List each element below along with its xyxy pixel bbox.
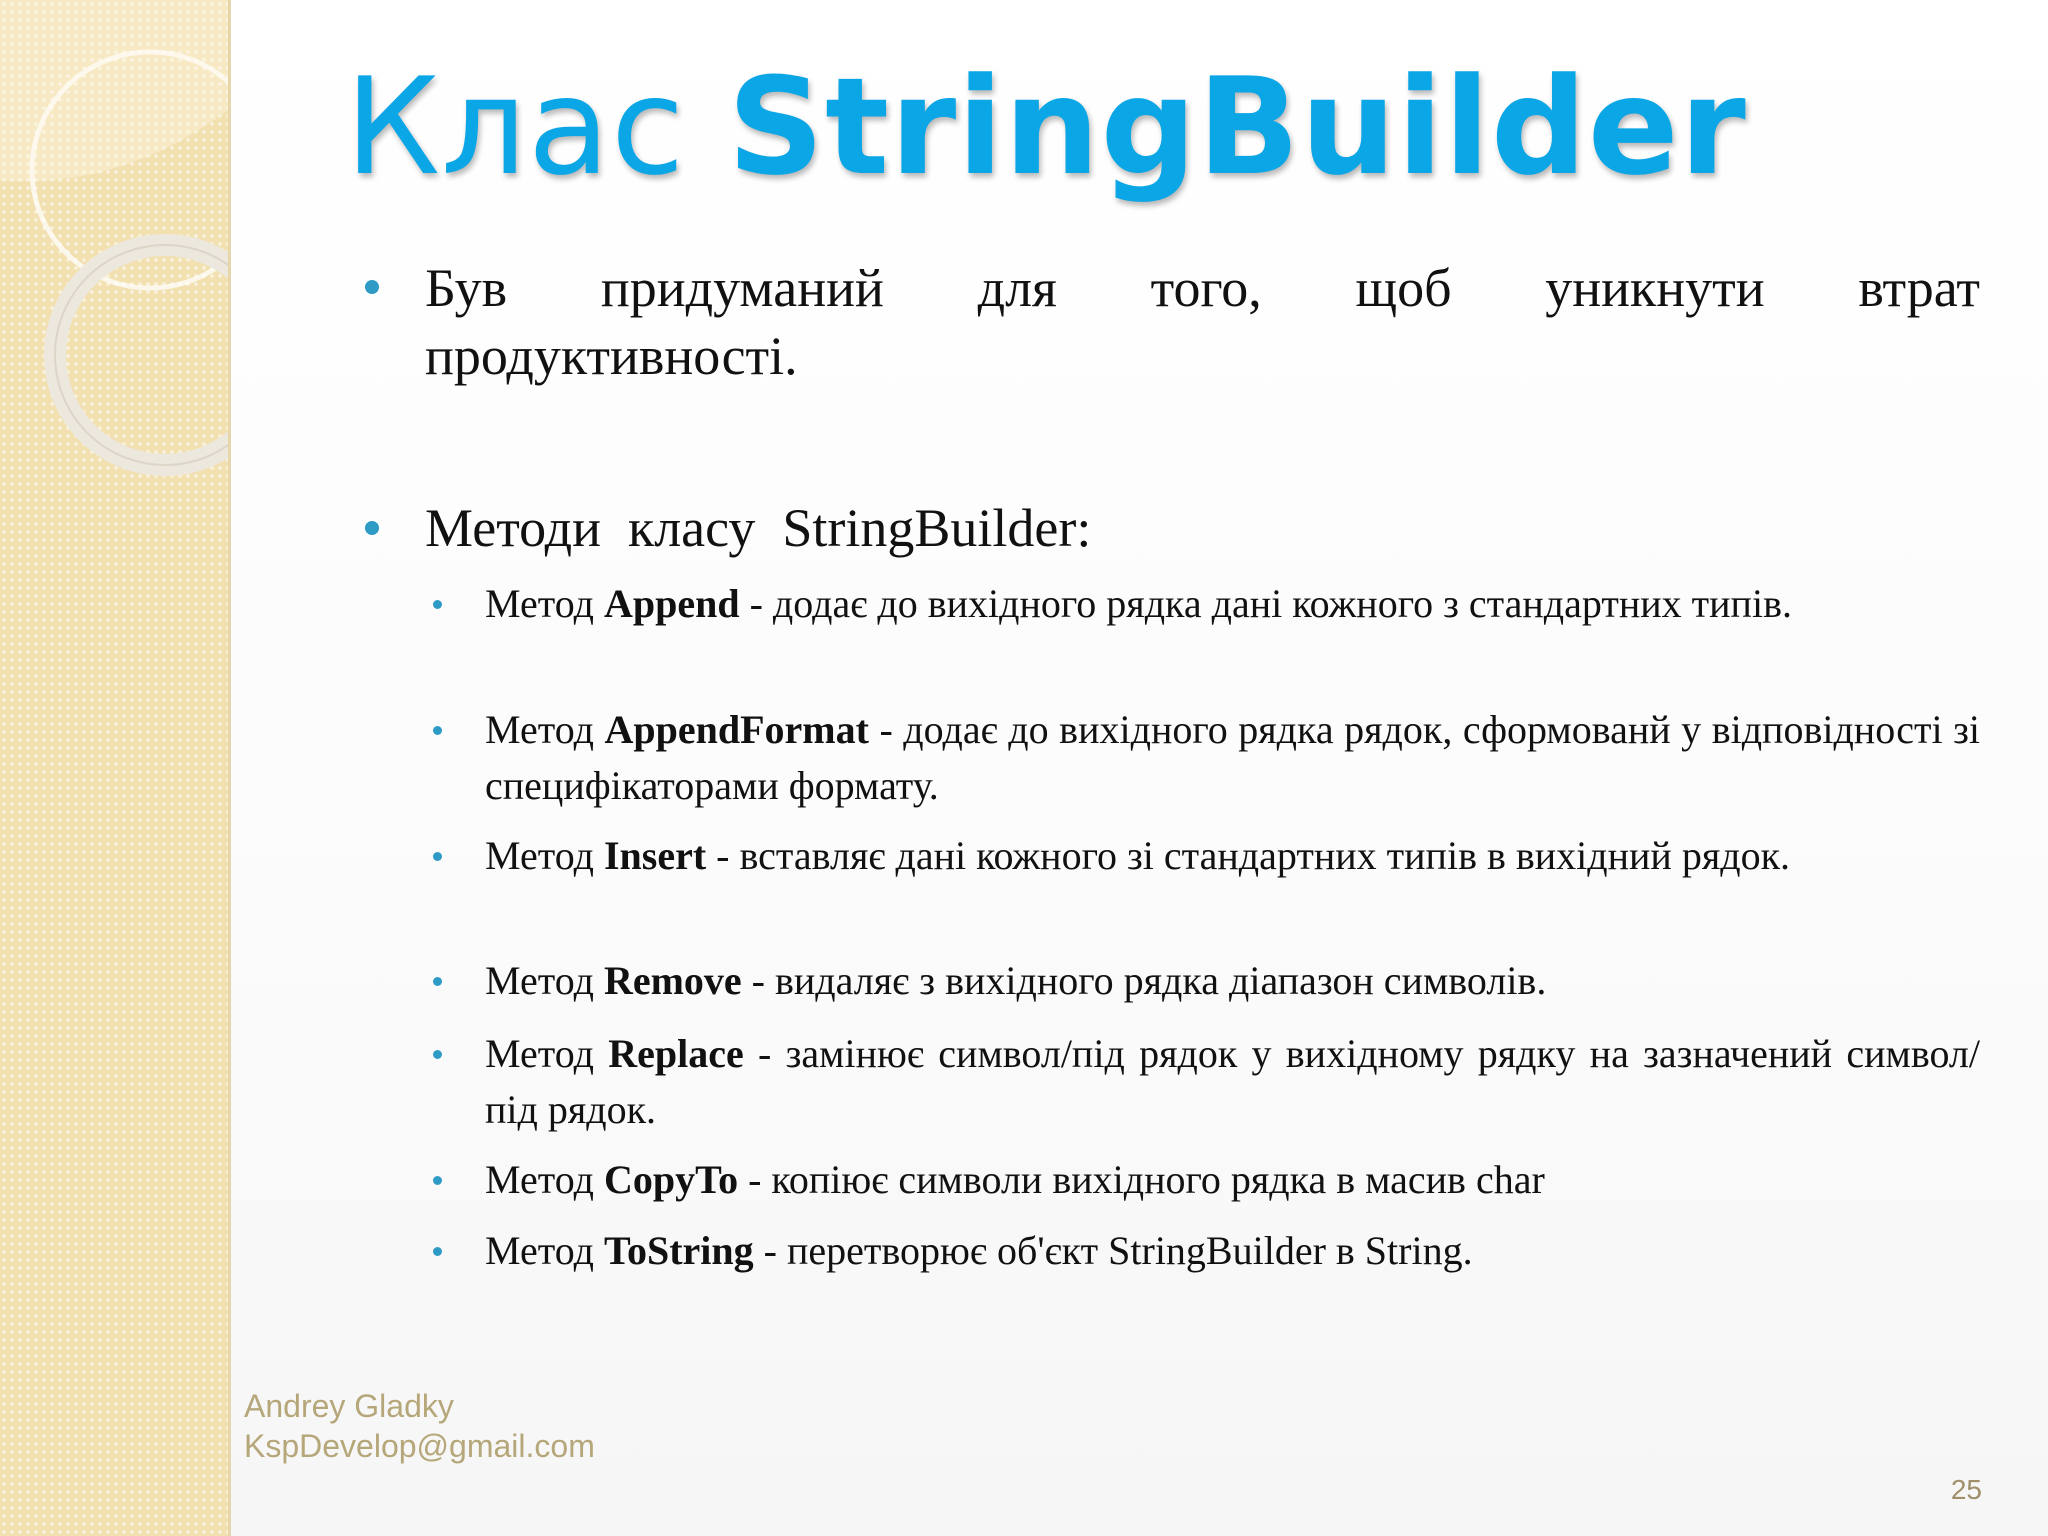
method-prefix: Метод bbox=[485, 958, 604, 1003]
method-prefix: Метод bbox=[485, 1031, 609, 1076]
word: втрат bbox=[1858, 258, 1980, 318]
method-prefix: Метод bbox=[485, 1157, 604, 1202]
method-desc: - видаляє з вихідного рядка діапазон символів. bbox=[741, 958, 1547, 1003]
footer-author-name: Andrey Gladky bbox=[244, 1388, 454, 1424]
word: щоб bbox=[1355, 258, 1452, 318]
method-replace bbox=[485, 1026, 1980, 1138]
word: уникнути bbox=[1545, 258, 1765, 318]
sub-bullet-marker bbox=[433, 852, 442, 861]
bullet-purpose-line-1 bbox=[425, 254, 1980, 322]
bullet-methods-heading: Методи класу StringBuilder: bbox=[425, 498, 1092, 558]
method-name: CopyTo bbox=[603, 1157, 739, 1202]
method-copyto bbox=[485, 1152, 1980, 1208]
method-prefix: Метод bbox=[485, 833, 604, 878]
method-name: AppendFormat bbox=[604, 707, 869, 752]
title-part-2: StringBuilder bbox=[727, 49, 1747, 205]
bullet-marker bbox=[365, 280, 379, 294]
method-desc: - додає до вихідного рядка дані кожного з стандартних типів. bbox=[739, 581, 1792, 626]
bullet-marker bbox=[365, 521, 379, 535]
page-number: 25 bbox=[1950, 1474, 1982, 1505]
method-name: Insert bbox=[603, 833, 707, 878]
sub-bullet-marker bbox=[433, 977, 442, 986]
method-desc: - копіює символи вихідного рядка в масив char bbox=[738, 1157, 1545, 1202]
method-insert bbox=[485, 828, 1980, 884]
decorative-sidebar bbox=[0, 0, 231, 1536]
bullet-purpose-line-2: продуктивності. bbox=[425, 326, 798, 386]
ring-decoration bbox=[0, 0, 228, 1536]
method-desc: - додає до вихідного рядка рядок, сформованй у відповідності зі специфікаторами формату. bbox=[485, 707, 1980, 808]
method-prefix: Метод bbox=[485, 581, 604, 626]
word: Був bbox=[425, 258, 508, 318]
sub-bullet-marker bbox=[433, 600, 442, 609]
method-remove bbox=[485, 953, 1980, 1009]
method-tostring bbox=[485, 1223, 1980, 1279]
method-desc: - замінює символ/під рядок у вихідному рядку на зазначений символ/під рядок. bbox=[485, 1031, 1980, 1132]
method-appendformat bbox=[485, 702, 1980, 814]
method-name: Append bbox=[603, 581, 740, 626]
word: для bbox=[977, 258, 1057, 318]
sub-bullet-marker bbox=[433, 1176, 442, 1185]
method-append bbox=[485, 576, 1980, 632]
word: придуманий bbox=[600, 258, 884, 318]
method-desc: - перетворює об'єкт StringBuilder в String. bbox=[753, 1228, 1473, 1273]
footer-author-block bbox=[244, 1386, 604, 1466]
slide-title bbox=[345, 49, 1747, 205]
word: того, bbox=[1150, 258, 1262, 318]
bullet-purpose bbox=[425, 254, 1980, 390]
method-name: Remove bbox=[603, 958, 742, 1003]
sub-bullet-marker bbox=[433, 1247, 442, 1256]
method-name: ToString bbox=[603, 1228, 754, 1273]
footer-email: KspDevelop@gmail.com bbox=[244, 1428, 595, 1464]
method-prefix: Метод bbox=[485, 707, 605, 752]
method-desc: - вставляє дані кожного зі стандартних типів в вихідний рядок. bbox=[706, 833, 1790, 878]
method-name: Replace bbox=[608, 1031, 744, 1076]
sub-bullet-marker bbox=[433, 726, 442, 735]
method-prefix: Метод bbox=[485, 1228, 604, 1273]
sub-bullet-marker bbox=[433, 1050, 442, 1059]
title-part-1: Клас bbox=[345, 49, 686, 205]
